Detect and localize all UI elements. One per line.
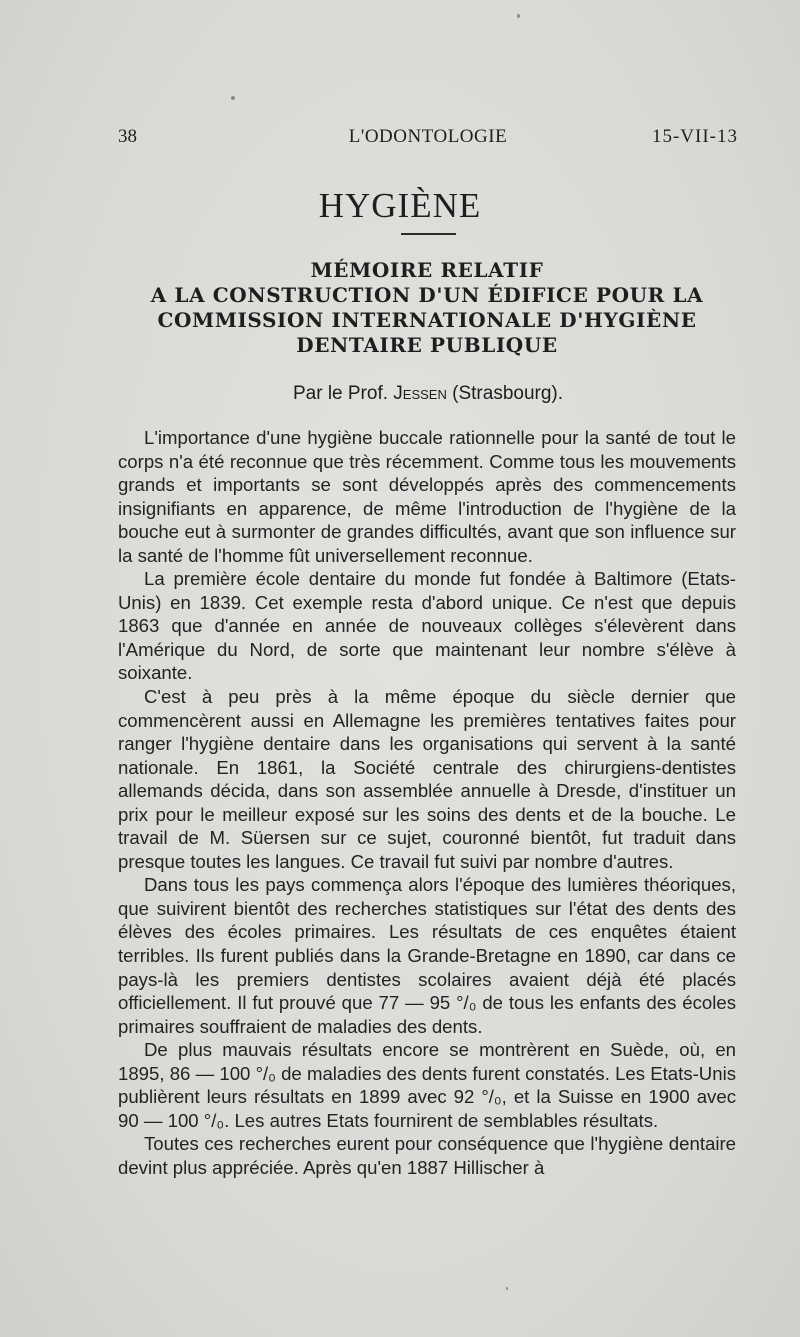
paragraph: La première école dentaire du monde fut fondée à Baltimore (Etats-Unis) en 1839. Cet exemple resta d'abord unique. Ce n'est que depuis 1863 que d'année en année de nouveaux collèges s'élevèrent dans l'Amérique du Nord, de sorte que maintenant leur nombre s'élève à soixante. [118,568,736,684]
byline [118,383,738,405]
paragraph: Dans tous les pays commença alors l'époque des lumières théoriques, que suivirent bientôt des recherches statistiques sur l'état des dents des élèves des écoles primaires. Les résultats de ces enquêtes étaient terribles. Ils furent publiés dans la Grande-Bretagne en 1890, car dans ce pays-là les premiers dentistes scolaires avaient déjà été placés officiellement. Il fut prouvé que 77 — 95 °/₀ de tous les enfants des écoles primaires souffraient de maladies des dents. [118,874,736,1037]
article-body [118,426,736,1180]
running-head [118,126,738,152]
article-title-line: A LA CONSTRUCTION D'UN ÉDIFICE POUR LA [150,283,704,307]
paragraph: Toutes ces recherches eurent pour conséquence que l'hygiène dentaire devint plus appréciée. Après qu'en 1887 Hillischer à [118,1133,736,1178]
paper-speck [517,14,520,18]
page-number: 38 [118,126,137,147]
article-title-line: COMMISSION INTERNATIONALE D'HYGIÈNE [157,308,697,332]
byline-prefix: Par le Prof. [292,383,389,404]
paper-speck [231,96,235,100]
author-location: (Strasbourg). [452,383,564,404]
paragraph: L'importance d'une hygiène buccale rationnelle pour la santé de tout le corps n'a été reconnue que très récemment. Comme tous les mouvements grands et importants se sont développés après des commencements insignifiants en apparence, de même l'introduction de l'hygiène de la bouche eut à surmonter de grandes difficultés, avant que son influence sur la santé de l'homme fût universellement reconnue. [118,427,736,566]
issue-date: 15-VII-13 [651,126,738,147]
paper-speck [506,1287,508,1290]
paragraph: De plus mauvais résultats encore se montrèrent en Suède, où, en 1895, 86 — 100 °/₀ de maladies des dents furent constatés. Les Etats-Unis publièrent leurs résultats en 1899 avec 92 °/₀, et la Suisse en 1900 avec 90 — 100 °/₀. Les autres Etats fournirent de semblables résultats. [118,1039,736,1131]
article-title [112,258,742,358]
article-title-line: MÉMOIRE RELATIF [310,258,544,282]
title-divider [401,233,456,235]
author-name: Jessen [393,383,447,404]
journal-title: L'ODONTOLOGIE [348,126,508,147]
paragraph: C'est à peu près à la même époque du siècle dernier que commencèrent aussi en Allemagne les premières tentatives faites pour ranger l'hygiène dentaire dans les organisations qui servent à la santé nationale. En 1861, la Société centrale des chirurgiens-dentistes allemands décida, dans son assemblée annuelle à Dresde, d'instituer un prix pour le meilleur exposé sur les soins des dents et de la bouche. Le travail de M. Süersen sur ce sujet, couronné bientôt, fut traduit dans presque toutes les langues. Ce travail fut suivi par nombre d'autres. [118,686,736,872]
section-title: HYGIÈNE [318,186,482,225]
article-title-line: DENTAIRE PUBLIQUE [296,333,558,357]
